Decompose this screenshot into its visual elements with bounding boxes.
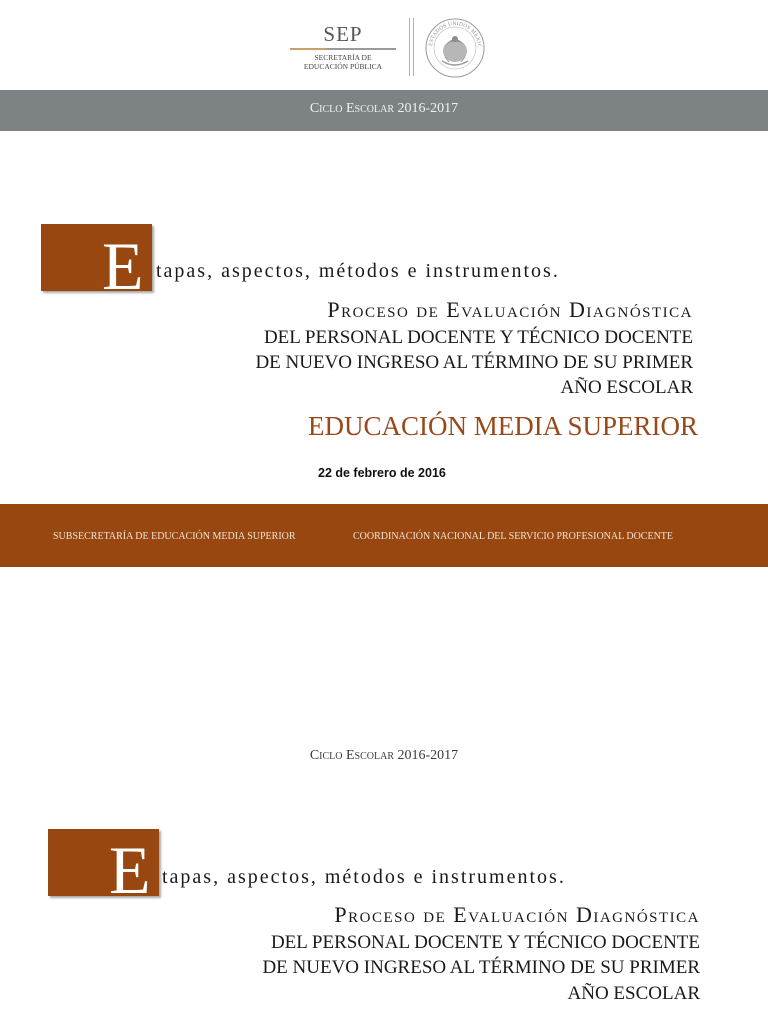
logo-divider bbox=[409, 18, 410, 76]
subtitle-line-2: DE NUEVO INGRESO AL TÉRMINO DE SU PRIMER bbox=[262, 957, 700, 978]
school-cycle-label: Ciclo Escolar 2016-2017 bbox=[309, 101, 459, 116]
subtitle-line-3: AÑO ESCOLAR bbox=[560, 377, 693, 398]
mexican-coat-of-arms-seal-icon bbox=[424, 17, 486, 79]
sep-logo-sub-line2: EDUCACIÓN PÚBLICA bbox=[303, 62, 383, 71]
footer-bar bbox=[0, 504, 768, 567]
subtitle-line-2: DE NUEVO INGRESO AL TÉRMINO DE SU PRIMER bbox=[255, 352, 693, 373]
document-title: tapas, aspectos, métodos e instrumentos. bbox=[162, 866, 566, 888]
seal-text: ESTADOS UNIDOS MEXIC bbox=[428, 20, 483, 48]
document-title: tapas, aspectos, métodos e instrumentos. bbox=[156, 260, 560, 282]
subtitle-line-1: DEL PERSONAL DOCENTE Y TÉCNICO DOCENTE bbox=[263, 327, 693, 348]
school-cycle-label: Ciclo Escolar 2016-2017 bbox=[309, 748, 459, 763]
subtitle-line-3: AÑO ESCOLAR bbox=[567, 983, 700, 1004]
logo-divider bbox=[413, 18, 414, 76]
footer-subsecretaria: SUBSECRETARÍA DE EDUCACIÓN MEDIA SUPERIOR bbox=[53, 531, 296, 542]
sep-logo bbox=[288, 22, 398, 78]
sep-logo-sub-line1: SECRETARÍA DE bbox=[314, 53, 372, 62]
sep-logo-subtitle bbox=[288, 53, 398, 71]
drop-cap-letter: E bbox=[109, 832, 151, 908]
document-subtitle: Proceso de Evaluación Diagnóstica bbox=[327, 297, 693, 322]
sep-logo-rule bbox=[290, 48, 396, 50]
document-subtitle: Proceso de Evaluación Diagnóstica bbox=[334, 902, 700, 927]
drop-cap-letter: E bbox=[102, 228, 144, 304]
sep-logo-word: SEP bbox=[323, 22, 363, 46]
subtitle-line-1: DEL PERSONAL DOCENTE Y TÉCNICO DOCENTE bbox=[270, 932, 700, 953]
seal-svg bbox=[424, 17, 486, 79]
document-date: 22 de febrero de 2016 bbox=[318, 466, 446, 480]
footer-coordinacion: COORDINACIÓN NACIONAL DEL SERVICIO PROFESIONAL DOCENTE bbox=[353, 531, 674, 542]
education-level: EDUCACIÓN MEDIA SUPERIOR bbox=[307, 411, 698, 441]
